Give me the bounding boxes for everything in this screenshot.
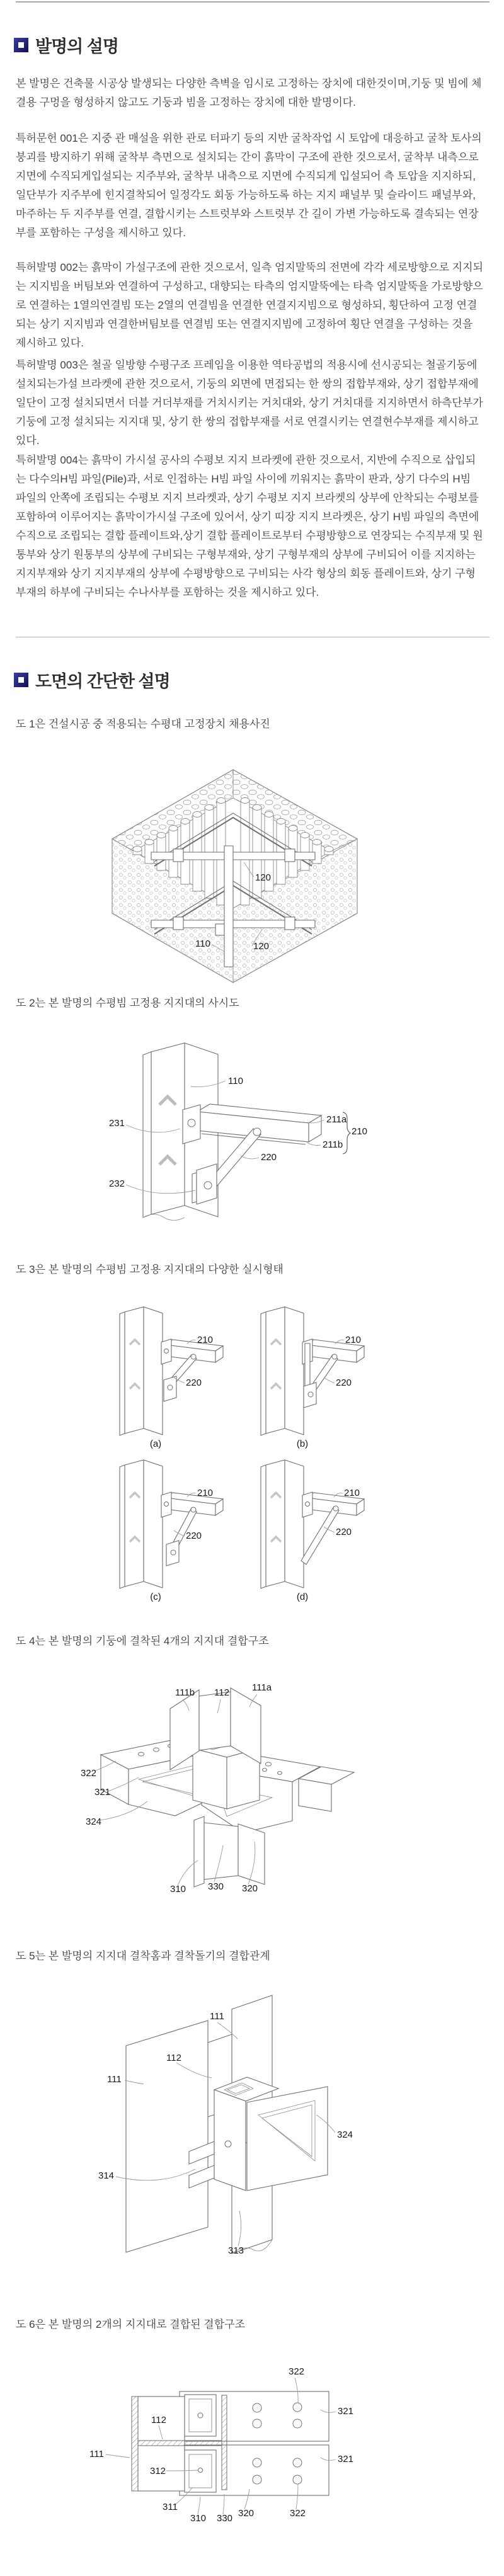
paragraph-2: 특허문헌 001은 지중 관 매설을 위한 관로 터파기 등의 지반 굴착작업 시 토압에 대응하고 굴착 토사의 붕괴를 방지하기 위해 굴착부 측면으로 설치되는 간이 흙막이 구조에 관한 것으로서, 굴착부 내측으로 지면에 수직되게입설되는 지주부와, 굴착부 내측으로 지면에 수직되게 입설되어 측 토압을 지지하되, 일단부가 지주부에 힌지결착되어 일정각도 회동 가능하도록 하는 지지 패널부 및 슬라이드 패널부와, 마주하는 두 지주부를 연결, 결합시키는 스트럿부와 스트럿부 간 길이 가변 가능하도록 결속되는 연장부를 포함하는 구성을 제시하고 있다. <box>16 132 482 239</box>
center-post <box>224 846 233 967</box>
fig6-label-330: 330 <box>217 2513 233 2524</box>
fig5-label-313: 313 <box>228 2245 244 2256</box>
post-bracket <box>215 924 224 935</box>
fig5-label-324: 324 <box>337 2129 353 2140</box>
bolt <box>253 1128 261 1136</box>
connector-bar-hatched <box>222 2395 227 2490</box>
leader-line <box>198 2497 200 2514</box>
fig6-label-310: 310 <box>190 2513 207 2524</box>
fig2-label-211a: 211a <box>326 1114 347 1125</box>
fig3d-label-210: 210 <box>344 1488 360 1498</box>
fig6-label-321-bottom: 321 <box>338 2454 354 2465</box>
fig3-variant-b <box>261 1307 364 1435</box>
fig3c-label-210: 210 <box>197 1488 214 1498</box>
fig3a-label-220: 220 <box>186 1377 202 1388</box>
figure-3-caption: 도 3은 본 발명의 수평빔 고정용 지지대의 다양한 실시형태 <box>16 1263 284 1275</box>
fig5-label-111-top: 111 <box>210 2011 224 2022</box>
fig4-label-112: 112 <box>214 1687 229 1698</box>
fig3c-label-220: 220 <box>186 1530 202 1541</box>
figure-2-caption: 도 2는 본 발명의 수평빔 고정용 지지대의 사시도 <box>16 997 239 1009</box>
fig3b-label-220: 220 <box>336 1377 352 1388</box>
pin-hole <box>198 2413 203 2418</box>
section-title: 발명의 설명 <box>35 37 118 56</box>
fig3b-label-210: 210 <box>345 1335 362 1345</box>
fig4-label-310: 310 <box>170 1884 186 1895</box>
fig4-label-330: 330 <box>208 1881 224 1892</box>
fig6-label-112: 112 <box>151 2415 166 2425</box>
leader-line <box>307 1143 321 1146</box>
fig2-label-210: 210 <box>352 1126 368 1137</box>
fig5-label-112: 112 <box>166 2053 181 2063</box>
bracket-front-face <box>214 2090 246 2191</box>
fig5-label-314: 314 <box>98 2170 115 2181</box>
fig3d-label-220: 220 <box>336 1527 352 1537</box>
fig4-label-322: 322 <box>81 1768 97 1779</box>
fig2-label-110: 110 <box>228 1076 243 1086</box>
beam-clamp <box>285 849 295 862</box>
fig6-label-320: 320 <box>238 2508 255 2519</box>
fig6-label-321-top: 321 <box>338 2406 354 2417</box>
section-header-invention-description <box>14 33 118 57</box>
fig2-label-231: 231 <box>108 1118 125 1129</box>
section-title: 도면의 간단한 설명 <box>35 672 170 691</box>
figure-6-caption: 도 6은 본 발명의 2개의 지지대로 결합된 결합구조 <box>16 2318 245 2330</box>
fig2-label-232: 232 <box>108 1178 125 1189</box>
paragraph-4: 특허발명 003은 철골 일방향 수평구조 프레임을 이용한 역타공법의 적용시에 선시공되는 철골기둥에 설치되는가설 브라켓에 관한 것으로서, 기둥의 외면에 면접되는 한 쌍의 접합부재와, 상기 접합부재에 일단이 고정 설치되면서 더블 거더부재를 거치시키는 거치대와, 상기 거치대를 지지하면서 하측단부가 기둥에 고정 설치되는 지지대 및, 상기 한 쌍의 접합부재를 서로 연결시키는 연결현수부재를 제시하고 있다. <box>16 359 483 447</box>
figure-6-drawing <box>88 2359 365 2529</box>
fig5-label-111-left: 111 <box>107 2074 122 2085</box>
fig3-sub-label-a: (a) <box>149 1439 162 1449</box>
figure-5-drawing <box>88 1983 365 2260</box>
leader-line <box>324 1377 335 1383</box>
beam-clamp <box>285 917 295 930</box>
pile-flange-hatched <box>132 2396 138 2491</box>
figure-2-drawing <box>88 1039 378 1260</box>
fig4-label-324: 324 <box>86 1816 102 1827</box>
bolt-hole <box>225 2141 231 2147</box>
fig3-variant-c <box>120 1460 223 1588</box>
paragraph-5: 특허발명 004는 흙막이 가시설 공사의 수평보 지지 브라켓에 관한 것으로서, 지반에 수직으로 삽입되는 다수의H빔 파일(Pile)과, 서로 인접하는 H빔 파일 사이에 끼워지는 흙막이 판과, 상기 다수의 H빔 파일의 안쪽에 조립되는 수평보 지지 브라켓과, 상기 수평보 지지 브라켓의 상부에 안착되는 수평보를 포함하여 이루어지는 흙막이가시설 구조에 있어서, 상기 띠장 지지 브라켓은, 상기 H빔 파일의 측면에 수직으로 조립되는 결합 플레이트와,상기 결합 플레이트로부터 수평방향으로 연장되는 수직부재 및 원통부와 상기 원통부의 상부에 구비되는 구형부재와, 상기 구형부재의 상부에 구비되어 이를 지지하는 지지부재와 상기 지지부재의 상부에 수평방향으로 구비되는 사각 형상의 회동 플레이트와, 상기 구형부재의 하부에 구비되는 수나사부를 포함하는 것을 제시하고 있다. <box>16 454 483 598</box>
lower-column-web <box>204 1823 238 1879</box>
bolt <box>188 1119 195 1127</box>
fig4-label-321: 321 <box>94 1787 111 1798</box>
fig6-label-311: 311 <box>163 2502 178 2512</box>
upper-column-web <box>199 1692 231 1750</box>
paragraph-1: 본 발명은 건축물 시공상 발생되는 다양한 측벽을 임시로 고정하는 장치에 대한것이며,기둥 및 빔에 체결용 구멍을 형성하지 않고도 기둥과 빔을 고정하는 장치에 대한 발명이다. <box>16 77 482 108</box>
fig6-label-111: 111 <box>89 2449 104 2459</box>
fig3-sub-label-d: (d) <box>296 1592 309 1602</box>
fig4-label-111a: 111a <box>252 1682 272 1693</box>
center-box-front-face <box>193 1748 227 1809</box>
section-header-drawing-description <box>14 668 170 692</box>
fig1-label-post: 110 <box>195 938 210 949</box>
figure-4-drawing <box>76 1674 378 1901</box>
fig3-variant-d <box>261 1460 364 1588</box>
beam-clamp <box>173 849 183 862</box>
beam-clamp <box>173 917 183 930</box>
top-rule <box>16 1 490 3</box>
fig3-sub-label-b: (b) <box>296 1439 309 1449</box>
figure-1-drawing <box>101 759 365 992</box>
figure-4-caption: 도 4는 본 발명의 기둥에 결착된 4개의 지지대 결합구조 <box>16 1635 269 1647</box>
fig3-sub-label-c: (c) <box>150 1592 161 1602</box>
figure-5-caption: 도 5는 본 발명의 지지대 결착홈과 결착돌기의 결합관계 <box>16 1950 270 1962</box>
fig6-label-312: 312 <box>150 2466 166 2476</box>
fig6-label-322-bottom: 322 <box>290 2508 306 2519</box>
fig2-label-220: 220 <box>261 1152 277 1163</box>
leader-line <box>223 2494 224 2514</box>
fig6-label-322-top: 322 <box>289 2366 305 2377</box>
right-end-front-face <box>299 1779 331 1811</box>
leader-line <box>241 1156 259 1159</box>
fig4-label-111b: 111b <box>175 1687 195 1698</box>
fig4-label-320: 320 <box>242 1883 258 1894</box>
fig3-variant-a <box>120 1307 223 1435</box>
lower-mount-plate-back <box>192 1173 197 1203</box>
pin-hole <box>198 2468 203 2473</box>
lower-column-front-flange <box>194 1816 204 1887</box>
fig1-label-beam-upper: 120 <box>255 872 272 883</box>
section-bullet-icon <box>14 673 28 687</box>
figure-3-drawing <box>94 1296 384 1605</box>
figure-1-caption: 도 1은 건설시공 중 적용되는 수평대 고정장치 채용사진 <box>16 718 270 730</box>
fig2-label-211b: 211b <box>323 1139 343 1150</box>
pile-web-hatched <box>138 2441 222 2446</box>
column-front-flange-edge <box>143 1052 151 1217</box>
paragraph-3: 특허발명 002는 흙막이 가설구조에 관한 것으로서, 일측 엄지말뚝의 전면에 각각 세로방향으로 지지되는 지지빔을 버팀보와 연결하여 구성하고, 대향되는 타측의 엄지말뚝에는 타측 엄지말뚝을 가로방향으로 연결하는 1열의연결빔 또는 2열의 연결빔을 연결한 연결지지빔으로 형성하되, 횡단하여 고정 연결되는 상기 지지빔과 연결한버팀보를 연결빔 또는 연결지지빔에 고정하여 횡단 연결을 구성하는 것을 제시하고 있다. <box>16 261 483 349</box>
section-bullet-icon <box>14 38 28 52</box>
fig3a-label-210: 210 <box>197 1335 214 1345</box>
bolt <box>204 1182 212 1189</box>
fig1-label-beam-lower: 120 <box>253 941 270 952</box>
leader-line <box>106 2454 130 2458</box>
